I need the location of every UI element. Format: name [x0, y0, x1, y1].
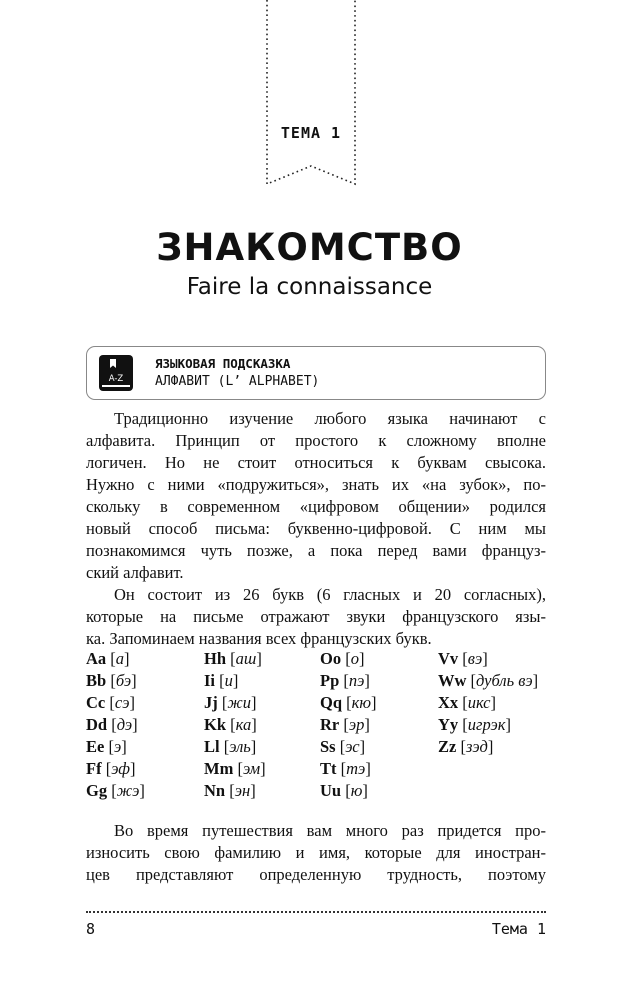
- alphabet-entry: Oo [о]: [320, 649, 365, 668]
- alphabet-entry: Hh [аш]: [204, 649, 262, 668]
- text-line: ский алфавит.: [86, 563, 184, 582]
- alphabet-entry: Nn [эн]: [204, 781, 256, 800]
- page-number: 8: [86, 920, 96, 938]
- text-line: познакомимся чуть позже, а пока перед вами француз-: [86, 541, 546, 560]
- text-line: Он состоит из 26 букв (6 гласных и 20 согласных),: [114, 585, 546, 604]
- svg-text:A-Z: A-Z: [108, 374, 124, 384]
- alphabet-column: [204, 648, 334, 802]
- alphabet-entry: Uu [ю]: [320, 781, 368, 800]
- text-line: скольку в современном «цифровом общении» родился: [86, 497, 546, 516]
- paragraph-alphabet-count: [86, 584, 546, 650]
- alphabet-entry: Ww [дубль вэ]: [438, 671, 539, 690]
- alphabet-column: [438, 648, 568, 758]
- paragraph-travel: [86, 820, 546, 886]
- text-line: ка. Запоминаем названия всех французских букв.: [86, 629, 432, 648]
- text-line: Нужно с ними «подружиться», знать их «на зубок», по-: [86, 475, 546, 494]
- alphabet-entry: Tt [тэ]: [320, 759, 371, 778]
- text-line: Во время путешествия вам много раз придется про-: [114, 821, 546, 840]
- text-line: которые на письме отражают звуки французского язы-: [86, 607, 546, 626]
- alphabet-column: [86, 648, 216, 802]
- alphabet-entry: Ii [и]: [204, 671, 239, 690]
- ribbon-bookmark-icon: [266, 0, 356, 186]
- text-line: новый способ письма: буквенно-цифровой. С ним мы: [86, 519, 546, 538]
- alphabet-entry: Vv [вэ]: [438, 649, 488, 668]
- paragraph-intro: [86, 408, 546, 584]
- running-head: Тема 1: [491, 920, 546, 938]
- alphabet-entry: Ee [э]: [86, 737, 127, 756]
- alphabet-entry: Dd [дэ]: [86, 715, 138, 734]
- text-line: Традиционно изучение любого языка начинают с: [114, 409, 546, 428]
- alphabet-entry: Ff [эф]: [86, 759, 136, 778]
- language-hint-box: [86, 346, 546, 400]
- alphabet-entry: Gg [жэ]: [86, 781, 145, 800]
- text-line: алфавита. Принцип от простого к сложному вполне: [86, 431, 546, 450]
- alphabet-entry: Yy [игрэк]: [438, 715, 512, 734]
- alphabet-entry: Rr [эр]: [320, 715, 370, 734]
- french-alphabet-table: [86, 648, 556, 808]
- alphabet-entry: Cc [сэ]: [86, 693, 135, 712]
- hint-title: ЯЗЫКОВАЯ ПОДСКАЗКА: [155, 356, 291, 371]
- chapter-title: ЗНАКОМСТВО: [156, 226, 463, 269]
- alphabet-entry: Pp [пэ]: [320, 671, 370, 690]
- footer-divider: [86, 911, 546, 913]
- chapter-subtitle: Faire la connaissance: [186, 274, 433, 300]
- alphabet-entry: Aa [а]: [86, 649, 130, 668]
- alphabet-entry: Ll [эль]: [204, 737, 257, 756]
- chapter-ribbon: [266, 0, 356, 186]
- alphabet-entry: Ss [эс]: [320, 737, 366, 756]
- text-line: цев представляют определенную трудность, поэтому: [86, 865, 546, 884]
- alphabet-entry: Qq [кю]: [320, 693, 377, 712]
- chapter-number: ТЕМА 1: [280, 124, 342, 142]
- alphabet-entry: Zz [зэд]: [438, 737, 494, 756]
- alphabet-entry: Bb [бэ]: [86, 671, 137, 690]
- alphabet-entry: Kk [ка]: [204, 715, 257, 734]
- hint-subtitle: АЛФАВИТ (L’ ALPHABET): [155, 374, 320, 389]
- text-line: износить свою фамилию и имя, которые для иностран-: [86, 843, 546, 862]
- alphabet-entry: Jj [жи]: [204, 693, 257, 712]
- alphabet-entry: Xx [икс]: [438, 693, 496, 712]
- dictionary-az-icon: [97, 353, 135, 393]
- alphabet-entry: Mm [эм]: [204, 759, 266, 778]
- text-line: логичен. Но не стоит относиться к буквам свысока.: [86, 453, 546, 472]
- alphabet-column: [320, 648, 450, 802]
